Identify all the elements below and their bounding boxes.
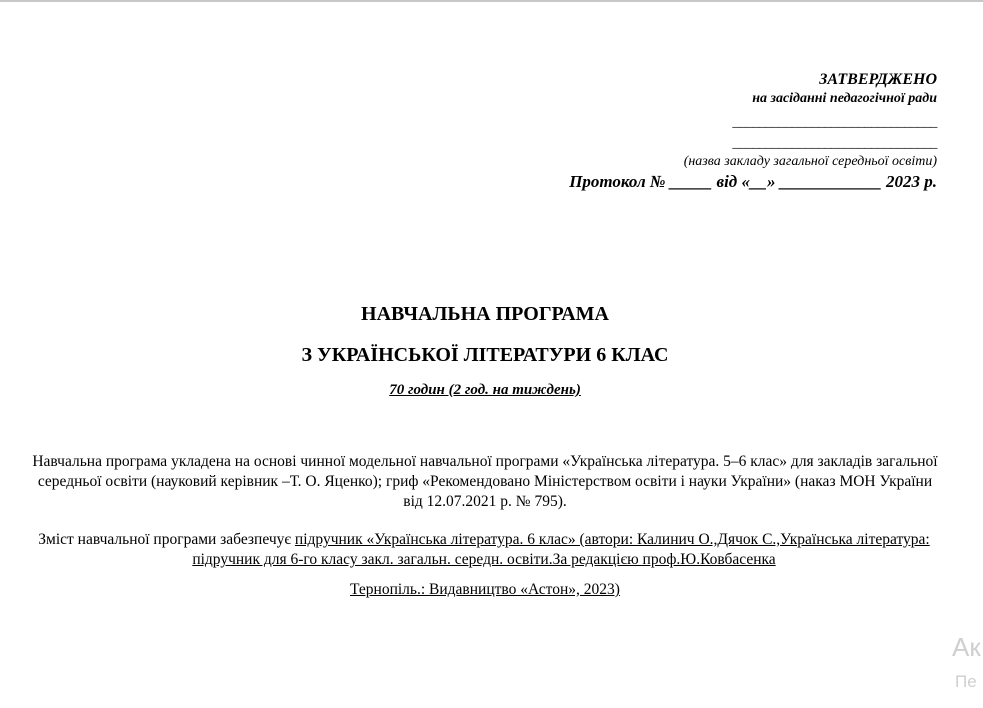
- approval-subtitle: на засіданні педагогічної ради: [752, 91, 937, 106]
- textbook-paragraph: [28, 530, 940, 570]
- textbook-paragraph-intro: Зміст навчальної програми забезпечує: [38, 531, 295, 548]
- textbook-reference: підручник «Українська література. 6 клас» (автори: Калинич О.,Дячок С.,Українська література: підручник для 6-го класу закл. загальн. середн. освіти.За редакцією проф.Ю.Ковбасенка: [192, 531, 930, 568]
- window-top-border: [0, 0, 983, 2]
- activation-watermark-line1: Ак: [952, 632, 981, 662]
- approval-title: ЗАТВЕРДЖЕНО: [819, 71, 937, 88]
- hours-subtitle: 70 годин (2 год. на тиждень): [389, 382, 581, 398]
- document-title-line1: НАВЧАЛЬНА ПРОГРАМА: [361, 303, 609, 325]
- approval-blank-line-2: _______________________________: [732, 136, 937, 151]
- activation-watermark-line2: Пе: [955, 672, 977, 691]
- publisher-line: Тернопіль.: Видавництво «Астон», 2023): [350, 581, 620, 598]
- approval-hint: (назва закладу загальної середньої освіти): [683, 154, 937, 169]
- approval-protocol: Протокол № _____ від «__» ____________ 2023 р.: [569, 172, 937, 191]
- approval-block: [457, 70, 937, 193]
- approval-blank-line-1: _______________________________: [732, 115, 937, 130]
- document-title-line2: З УКРАЇНСЬКОЇ ЛІТЕРАТУРИ 6 КЛАС: [301, 344, 669, 366]
- program-basis-paragraph: Навчальна програма укладена на основі чинної модельної навчальної програми «Українська література. 5–6 клас» для закладів загальної середньої освіти (науковий керівник –Т. О. Яценко); гриф «Рекомендовано Міністерством освіти і науки України» (наказ МОН України від 12.07.2021 р. № 795).: [32, 453, 938, 510]
